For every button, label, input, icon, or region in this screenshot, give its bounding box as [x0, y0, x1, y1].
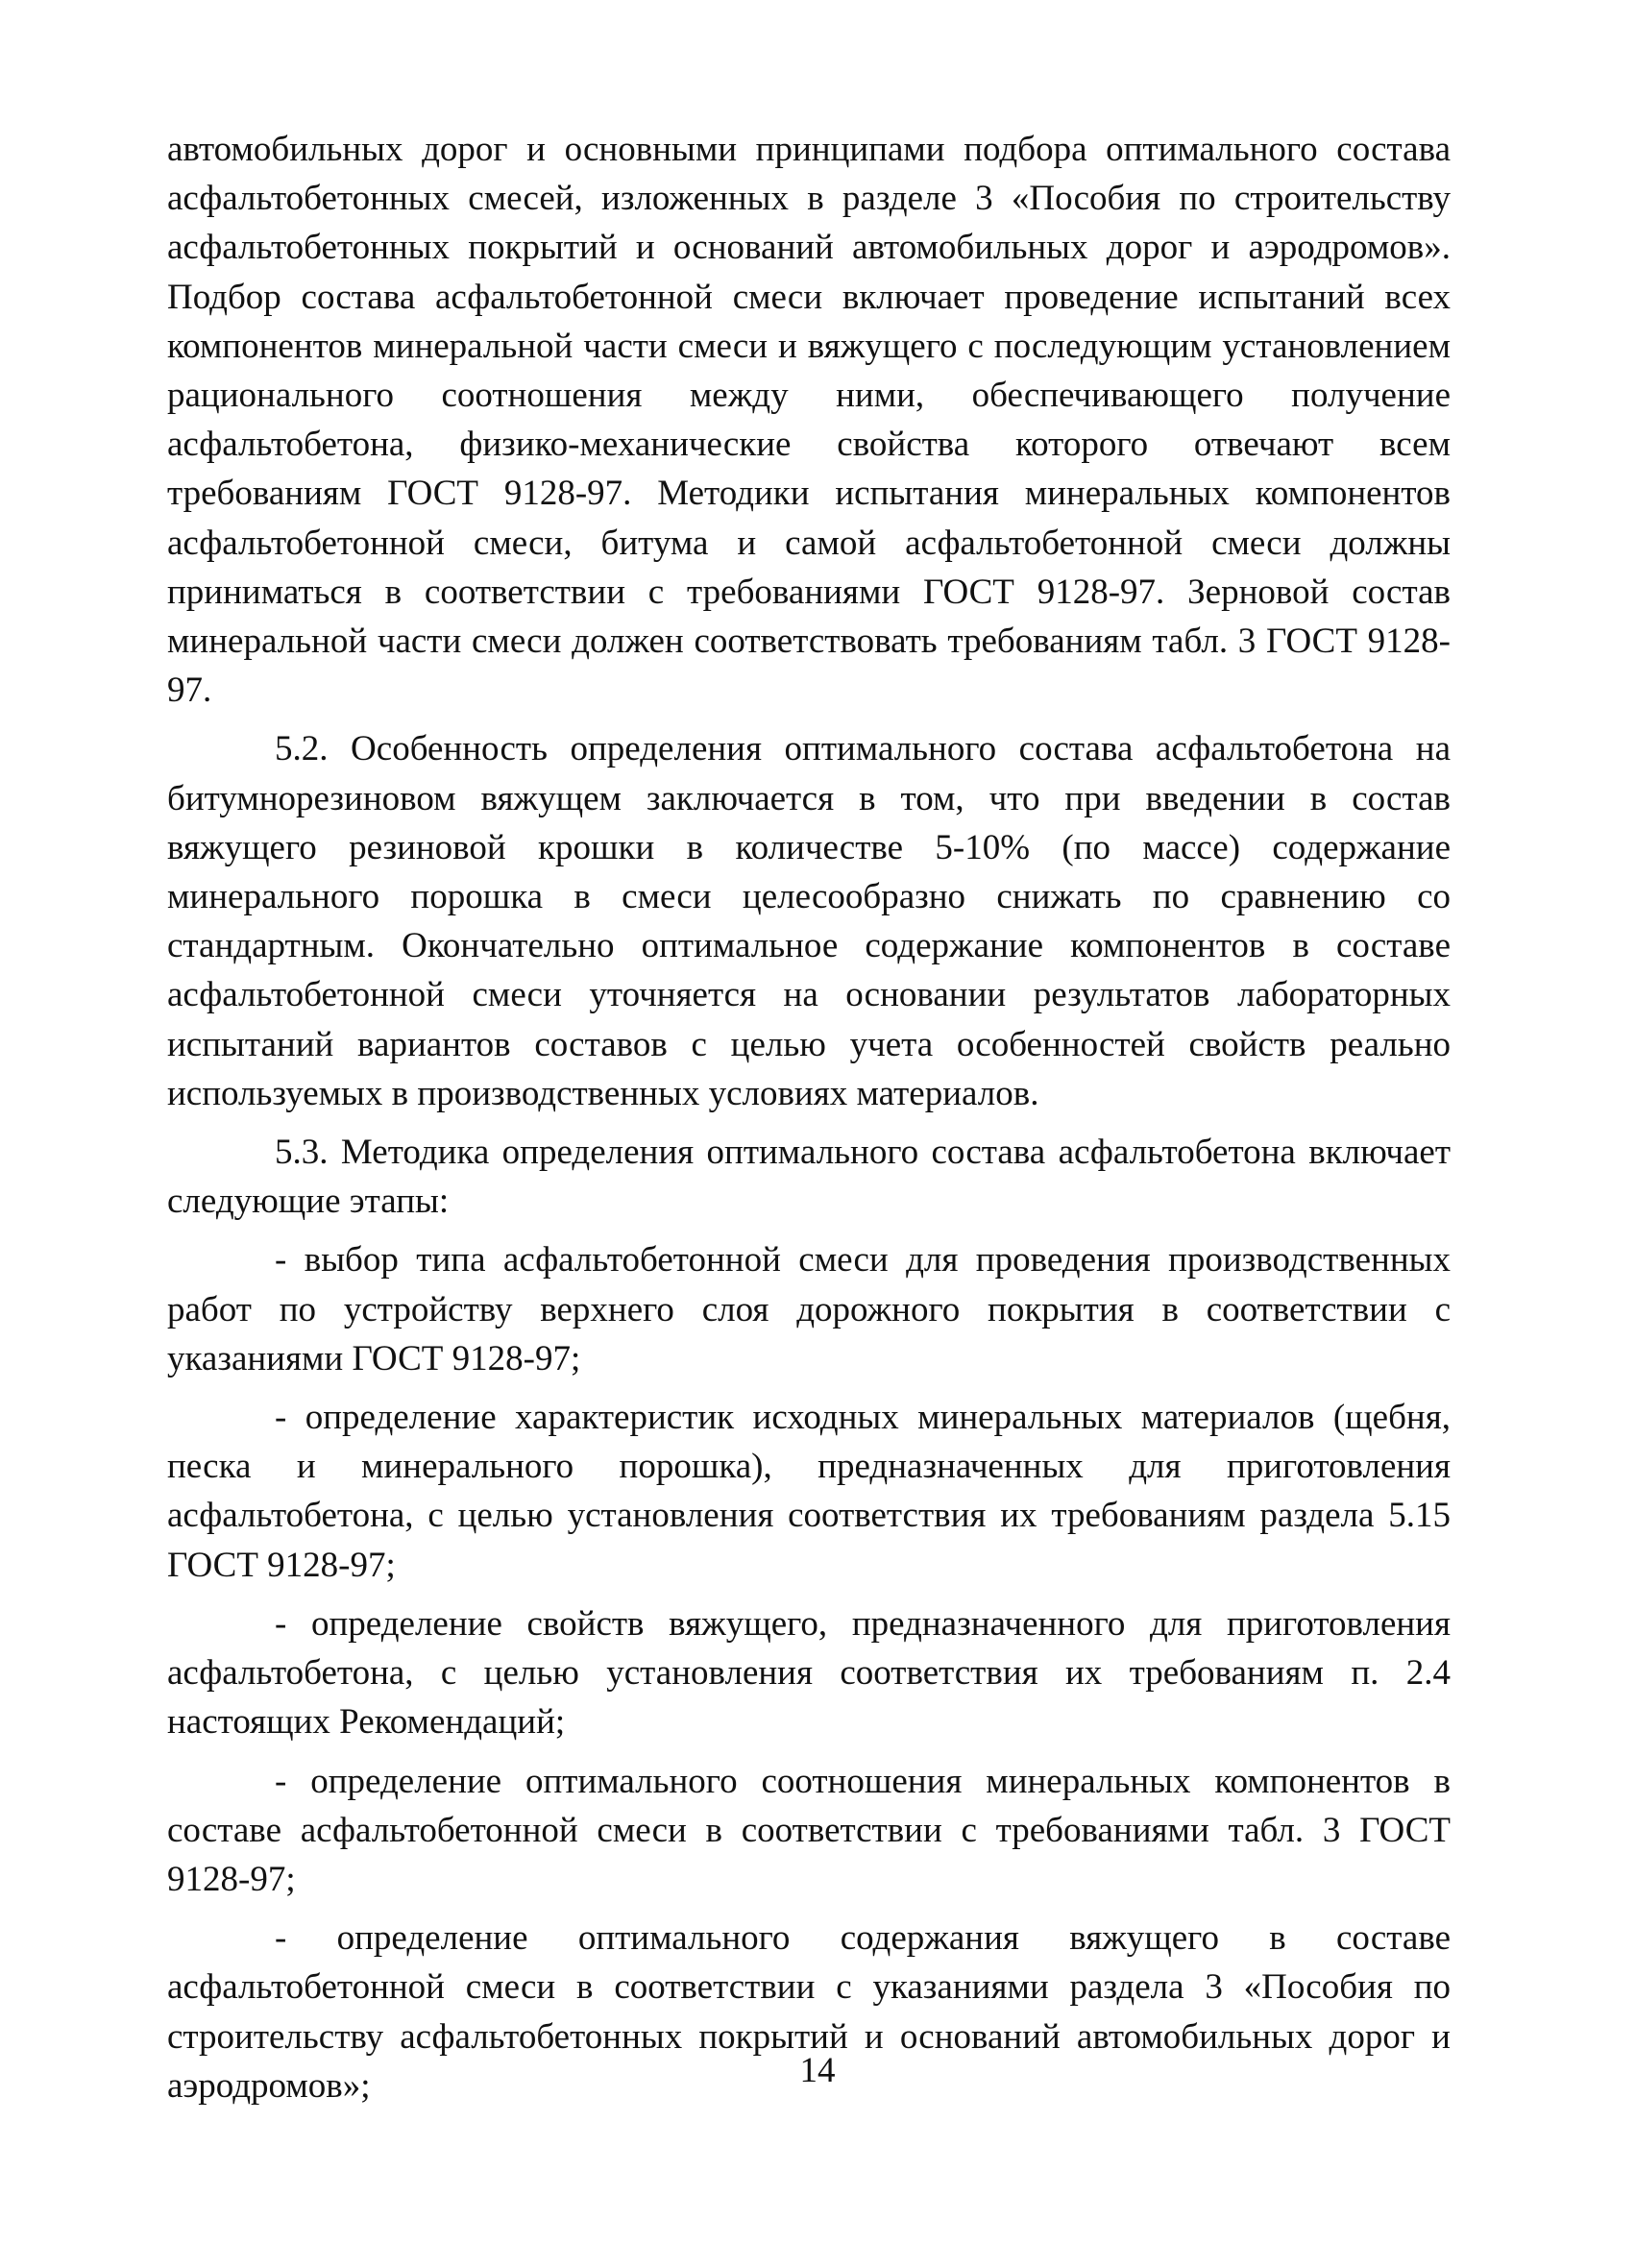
- paragraph-continuation: автомобильных дорог и основными принципами подбора оптимального состава асфальтобетонных смесей, изложенных в разделе 3 «Пособия по строительству асфальтобетонных покрытий и оснований автомобильных дорог и аэродромов». Подбор состава асфальтобетонной смеси включает проведение испытаний всех компонентов минеральной части смеси и вяжущего с последующим установлением рационального соотношения между ними, обеспечивающего получение асфальтобетона, физико-механические свойства которого отвечают всем требованиям ГОСТ 9128-97. Методики испытания минеральных компонентов асфальтобетонной смеси, битума и самой асфальтобетонной смеси должны приниматься в соответствии с требованиями ГОСТ 9128-97. Зерновой состав минеральной части смеси должен соответствовать требованиям табл. 3 ГОСТ 9128-97.: [167, 130, 1451, 711]
- list-item-mix-type: - выбор типа асфальтобетонной смеси для проведения производственных работ по устройству верхнего слоя дорожного покрытия в соответствии с указаниями ГОСТ 9128-97;: [167, 1240, 1451, 1378]
- page-number: 14: [799, 2051, 836, 2090]
- list-item-binder-properties: - определение свойств вяжущего, предназначенного для приготовления асфальтобетона, с целью установления соответствия их требованиям п. 2.4 настоящих Рекомендаций;: [167, 1603, 1451, 1743]
- list-item-binder-content: - определение оптимального содержания вяжущего в составе асфальтобетонной смеси в соответствии с указаниями раздела 3 «Пособия по строительству асфальтобетонных покрытий и оснований автомобильных дорог и аэродромов»;: [167, 1918, 1451, 2106]
- body-text: [167, 125, 1451, 2110]
- paragraph-5-3: 5.3. Методика определения оптимального состава асфальтобетона включает следующие этапы:: [167, 1133, 1451, 1222]
- list-item-mineral-materials: - определение характеристик исходных минеральных материалов (щебня, песка и минерального порошка), предназначенных для приготовления асфальтобетона, с целью установления соответствия их требованиям раздела 5.15 ГОСТ 9128-97;: [167, 1398, 1451, 1585]
- paragraph-5-2: 5.2. Особенность определения оптимального состава асфальтобетона на битумнорезиновом вяжущем заключается в том, что при введении в состав вяжущего резиновой крошки в количестве 5-10% (по массе) содержание минерального порошка в смеси целесообразно снижать по сравнению со стандартным. Окончательно оптимальное содержание компонентов в составе асфальтобетонной смеси уточняется на основании результатов лабораторных испытаний вариантов составов с целью учета особенностей свойств реально используемых в производственных условиях материалов.: [167, 729, 1451, 1113]
- list-item-mineral-ratio: - определение оптимального соотношения минеральных компонентов в составе асфальтобетонной смеси в соответствии с требованиями табл. 3 ГОСТ 9128-97;: [167, 1761, 1451, 1899]
